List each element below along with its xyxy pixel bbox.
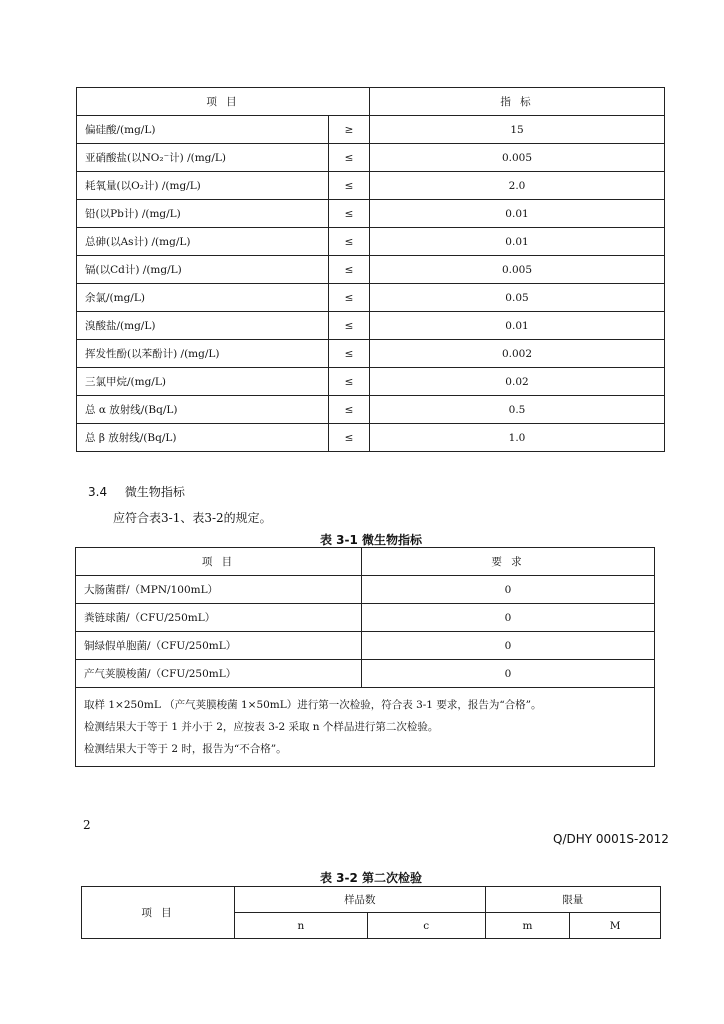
table-header-row	[77, 88, 665, 116]
comparison-operator: ≤	[329, 200, 370, 228]
microbial-table	[75, 547, 655, 767]
item-name: 耗氧量(以O₂计) /(mg/L)	[77, 172, 329, 200]
item-name: 余氯/(mg/L)	[77, 284, 329, 312]
item-name: 挥发性酚(以苯酚计) /(mg/L)	[77, 340, 329, 368]
item-value: 15	[370, 116, 665, 144]
item-value: 0.005	[370, 144, 665, 172]
table-row	[76, 660, 655, 688]
item-name: 镉(以Cd计) /(mg/L)	[77, 256, 329, 284]
item-name: 粪链球菌/（CFU/250mL）	[76, 604, 362, 632]
comparison-operator: ≤	[329, 312, 370, 340]
table-row	[76, 576, 655, 604]
item-name: 溴酸盐/(mg/L)	[77, 312, 329, 340]
section-body: 应符合表3-1、表3-2的规定。	[113, 511, 272, 525]
comparison-operator: ≤	[329, 368, 370, 396]
item-name: 亚硝酸盐(以NO₂⁻计) /(mg/L)	[77, 144, 329, 172]
item-name: 三氯甲烷/(mg/L)	[77, 368, 329, 396]
comparison-operator: ≤	[329, 340, 370, 368]
item-value: 1.0	[370, 424, 665, 452]
item-name: 铜绿假单胞菌/（CFU/250mL）	[76, 632, 362, 660]
table-row	[77, 312, 665, 340]
note-line: 检测结果大于等于 2 时，报告为“不合格”。	[84, 743, 287, 755]
table-row	[77, 396, 665, 424]
item-value: 0	[362, 632, 655, 660]
item-value: 0.005	[370, 256, 665, 284]
table-row	[76, 632, 655, 660]
col-m: m	[485, 913, 570, 939]
comparison-operator: ≤	[329, 424, 370, 452]
table-row	[77, 368, 665, 396]
comparison-operator: ≥	[329, 116, 370, 144]
comparison-operator: ≤	[329, 228, 370, 256]
header-samples: 样品数	[235, 887, 486, 913]
table-row	[77, 144, 665, 172]
item-value: 0.05	[370, 284, 665, 312]
table2-caption: 表 3-1 微生物指标	[320, 533, 423, 547]
item-name: 铅(以Pb计) /(mg/L)	[77, 200, 329, 228]
item-value: 0	[362, 576, 655, 604]
comparison-operator: ≤	[329, 256, 370, 284]
item-value: 0.01	[370, 312, 665, 340]
comparison-operator: ≤	[329, 172, 370, 200]
header-item: 项 目	[77, 88, 370, 116]
note-line: 检测结果大于等于 1 并小于 2，应按表 3-2 采取 n 个样品进行第二次检验。	[84, 721, 439, 733]
table-row	[77, 228, 665, 256]
section-heading	[88, 483, 185, 500]
header-value: 指 标	[370, 88, 665, 116]
section-title: 微生物指标	[124, 485, 185, 499]
table-header-row	[82, 887, 661, 913]
item-value: 0	[362, 604, 655, 632]
table-row	[77, 116, 665, 144]
table-header-row	[76, 548, 655, 576]
item-name: 大肠菌群/（MPN/100mL）	[76, 576, 362, 604]
item-value: 0.01	[370, 228, 665, 256]
item-value: 2.0	[370, 172, 665, 200]
notes-row	[76, 688, 655, 767]
table-row	[77, 284, 665, 312]
item-name: 产气荚膜梭菌/（CFU/250mL）	[76, 660, 362, 688]
comparison-operator: ≤	[329, 396, 370, 424]
item-name: 总砷(以As计) /(mg/L)	[77, 228, 329, 256]
section-number: 3.4	[88, 485, 108, 499]
table3-caption: 表 3-2 第二次检验	[320, 871, 423, 885]
item-value: 0.02	[370, 368, 665, 396]
comparison-operator: ≤	[329, 144, 370, 172]
table-row	[76, 604, 655, 632]
item-value: 0.01	[370, 200, 665, 228]
table-row	[77, 200, 665, 228]
item-name: 总 β 放射线/(Bq/L)	[77, 424, 329, 452]
item-value: 0.5	[370, 396, 665, 424]
col-c: c	[367, 913, 485, 939]
comparison-operator: ≤	[329, 284, 370, 312]
table-row	[77, 256, 665, 284]
item-name: 偏硅酸/(mg/L)	[77, 116, 329, 144]
header-item: 项 目	[82, 887, 235, 939]
table-row	[77, 172, 665, 200]
table-row	[77, 424, 665, 452]
indicator-table	[76, 87, 665, 452]
header-value: 要 求	[362, 548, 655, 576]
col-M: M	[570, 913, 661, 939]
doc-code: Q/DHY 0001S-2012	[553, 832, 669, 846]
table-row	[77, 340, 665, 368]
page-number: 2	[83, 818, 91, 832]
header-item: 项 目	[76, 548, 362, 576]
item-value: 0	[362, 660, 655, 688]
header-limit: 限量	[485, 887, 660, 913]
notes-cell	[76, 688, 655, 767]
col-n: n	[235, 913, 368, 939]
note-line: 取样 1×250mL （产气荚膜梭菌 1×50mL）进行第一次检验，符合表 3-1 要求，报告为“合格”。	[84, 699, 542, 711]
item-value: 0.002	[370, 340, 665, 368]
second-test-table	[81, 886, 661, 939]
item-name: 总 α 放射线/(Bq/L)	[77, 396, 329, 424]
